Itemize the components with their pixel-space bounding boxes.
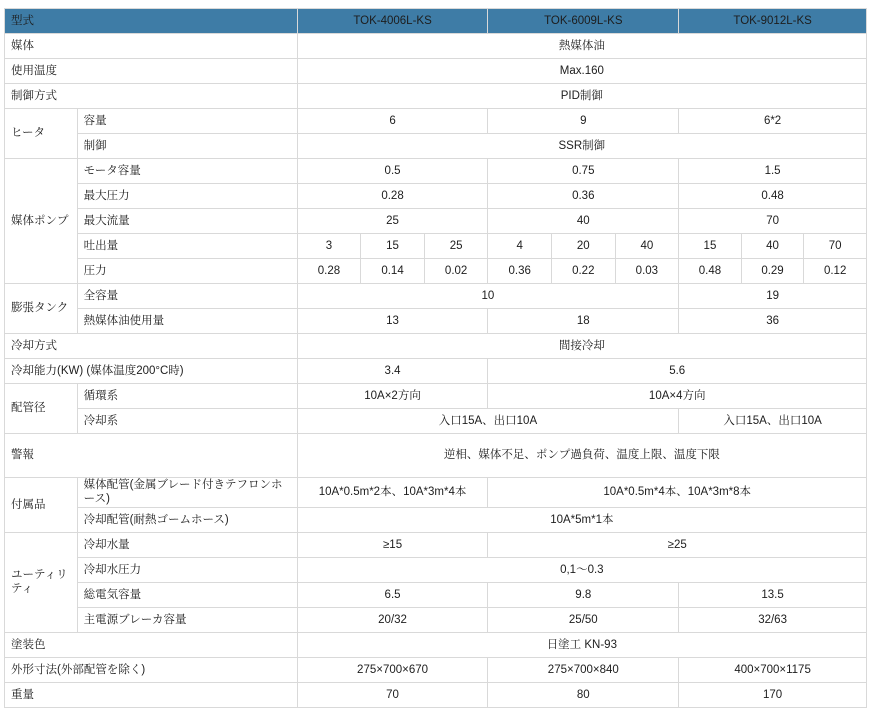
row-value: 熱媒体油 bbox=[297, 34, 866, 59]
row-value: 0.5 bbox=[297, 159, 488, 184]
row-value: 0.48 bbox=[679, 259, 742, 284]
row-value: 40 bbox=[615, 234, 679, 259]
row-label-piping: 配管径 bbox=[5, 384, 78, 434]
header-model-2: TOK-6009L-KS bbox=[488, 9, 679, 34]
row-value: 70 bbox=[679, 209, 867, 234]
row-value: 80 bbox=[488, 682, 679, 707]
table-row bbox=[5, 507, 867, 532]
row-sublabel: 媒体配管(金属ブレード付きテフロンホース) bbox=[77, 478, 297, 508]
row-label-utility: ユーティリティ bbox=[5, 532, 78, 632]
row-sublabel: 総電気容量 bbox=[77, 582, 297, 607]
row-value: 0,1～0.3 bbox=[297, 557, 866, 582]
row-value: 70 bbox=[804, 234, 867, 259]
row-label: 冷却能力(KW) (媒体温度200°C時) bbox=[5, 359, 298, 384]
row-label-tank: 膨張タンク bbox=[5, 284, 78, 334]
row-label: 外形寸法(外部配管を除く) bbox=[5, 657, 298, 682]
row-value: 25 bbox=[297, 209, 488, 234]
row-value: SSR制御 bbox=[297, 134, 866, 159]
table-row bbox=[5, 284, 867, 309]
top-spacer bbox=[4, 0, 867, 6]
table-row bbox=[5, 532, 867, 557]
row-value: 3 bbox=[297, 234, 361, 259]
row-sublabel: 冷却配管(耐熱ゴームホース) bbox=[77, 507, 297, 532]
row-value: 10 bbox=[297, 284, 679, 309]
row-value: 9 bbox=[488, 109, 679, 134]
row-value: 19 bbox=[679, 284, 867, 309]
row-value: 0.14 bbox=[361, 259, 425, 284]
table-row bbox=[5, 682, 867, 707]
table-row bbox=[5, 34, 867, 59]
table-row bbox=[5, 259, 867, 284]
table-row bbox=[5, 632, 867, 657]
row-value: 入口15A、出口10A bbox=[297, 409, 679, 434]
row-label: 使用温度 bbox=[5, 59, 298, 84]
row-value: 10A×4方向 bbox=[488, 384, 867, 409]
row-value: 20 bbox=[552, 234, 616, 259]
row-label-heater: ヒータ bbox=[5, 109, 78, 159]
row-value: 0.28 bbox=[297, 259, 361, 284]
row-value: 0.36 bbox=[488, 259, 552, 284]
row-value: 0.36 bbox=[488, 184, 679, 209]
row-value: 6 bbox=[297, 109, 488, 134]
table-row bbox=[5, 434, 867, 478]
row-value: 36 bbox=[679, 309, 867, 334]
row-value: 10A×2方向 bbox=[297, 384, 488, 409]
row-value: 275×700×670 bbox=[297, 657, 488, 682]
row-value: 9.8 bbox=[488, 582, 679, 607]
row-sublabel: 冷却系 bbox=[77, 409, 297, 434]
table-row bbox=[5, 309, 867, 334]
row-sublabel: 循環系 bbox=[77, 384, 297, 409]
row-value: 32/63 bbox=[679, 607, 867, 632]
header-model-1: TOK-4006L-KS bbox=[297, 9, 488, 34]
table-row bbox=[5, 478, 867, 508]
row-value: 20/32 bbox=[297, 607, 488, 632]
row-sublabel: 最大流量 bbox=[77, 209, 297, 234]
table-row bbox=[5, 657, 867, 682]
table-row bbox=[5, 209, 867, 234]
row-value: Max.160 bbox=[297, 59, 866, 84]
table-row bbox=[5, 84, 867, 109]
row-label: 重量 bbox=[5, 682, 298, 707]
row-label: 媒体 bbox=[5, 34, 298, 59]
row-sublabel: 容量 bbox=[77, 109, 297, 134]
row-value: 10A*5m*1本 bbox=[297, 507, 866, 532]
specification-table bbox=[4, 8, 867, 708]
table-row bbox=[5, 234, 867, 259]
row-label: 警報 bbox=[5, 434, 298, 478]
header-model-label: 型式 bbox=[5, 9, 298, 34]
row-value: 70 bbox=[297, 682, 488, 707]
row-label: 塗装色 bbox=[5, 632, 298, 657]
row-value: 0.02 bbox=[424, 259, 488, 284]
row-sublabel: 全容量 bbox=[77, 284, 297, 309]
table-row bbox=[5, 334, 867, 359]
row-sublabel: 吐出量 bbox=[77, 234, 297, 259]
table-row bbox=[5, 59, 867, 84]
table-row bbox=[5, 384, 867, 409]
row-value: 0.22 bbox=[552, 259, 616, 284]
row-sublabel: 冷却水量 bbox=[77, 532, 297, 557]
row-value: 日塗工 KN-93 bbox=[297, 632, 866, 657]
row-value: 40 bbox=[488, 209, 679, 234]
row-label: 制御方式 bbox=[5, 84, 298, 109]
row-value: 6.5 bbox=[297, 582, 488, 607]
row-value: 4 bbox=[488, 234, 552, 259]
row-value: ≥25 bbox=[488, 532, 867, 557]
row-value: 間接冷却 bbox=[297, 334, 866, 359]
table-row bbox=[5, 359, 867, 384]
row-value: 10A*0.5m*2本、10A*3m*4本 bbox=[297, 478, 488, 508]
row-sublabel: 最大圧力 bbox=[77, 184, 297, 209]
row-value: 275×700×840 bbox=[488, 657, 679, 682]
row-value: 0.29 bbox=[741, 259, 804, 284]
row-value: 10A*0.5m*4本、10A*3m*8本 bbox=[488, 478, 867, 508]
row-value: 13 bbox=[297, 309, 488, 334]
row-value: 40 bbox=[741, 234, 804, 259]
header-model-3: TOK-9012L-KS bbox=[679, 9, 867, 34]
row-value: 25 bbox=[424, 234, 488, 259]
row-value: 18 bbox=[488, 309, 679, 334]
row-sublabel: モータ容量 bbox=[77, 159, 297, 184]
row-value: 400×700×1175 bbox=[679, 657, 867, 682]
table-row bbox=[5, 582, 867, 607]
table-row bbox=[5, 134, 867, 159]
table-header-row bbox=[5, 9, 867, 34]
table-row bbox=[5, 607, 867, 632]
row-value: 逆相、媒体不足、ポンプ過負荷、温度上限、温度下限 bbox=[297, 434, 866, 478]
row-value: 170 bbox=[679, 682, 867, 707]
row-sublabel: 熱媒体油使用量 bbox=[77, 309, 297, 334]
row-value: 6*2 bbox=[679, 109, 867, 134]
table-row bbox=[5, 184, 867, 209]
row-value: 1.5 bbox=[679, 159, 867, 184]
row-value: 0.75 bbox=[488, 159, 679, 184]
row-value: 25/50 bbox=[488, 607, 679, 632]
row-value: 0.03 bbox=[615, 259, 679, 284]
row-value: 0.28 bbox=[297, 184, 488, 209]
table-row bbox=[5, 557, 867, 582]
table-row bbox=[5, 109, 867, 134]
row-value: 15 bbox=[679, 234, 742, 259]
row-value: 3.4 bbox=[297, 359, 488, 384]
row-value: 13.5 bbox=[679, 582, 867, 607]
row-sublabel: 冷却水圧力 bbox=[77, 557, 297, 582]
row-sublabel: 主電源ブレーカ容量 bbox=[77, 607, 297, 632]
row-value: PID制御 bbox=[297, 84, 866, 109]
row-sublabel: 制御 bbox=[77, 134, 297, 159]
row-sublabel: 圧力 bbox=[77, 259, 297, 284]
row-label-pump: 媒体ポンプ bbox=[5, 159, 78, 284]
row-label-accessories: 付属品 bbox=[5, 478, 78, 533]
row-value: 0.48 bbox=[679, 184, 867, 209]
row-value: 入口15A、出口10A bbox=[679, 409, 867, 434]
row-value: 5.6 bbox=[488, 359, 867, 384]
row-value: ≥15 bbox=[297, 532, 488, 557]
row-value: 15 bbox=[361, 234, 425, 259]
row-label: 冷却方式 bbox=[5, 334, 298, 359]
table-row bbox=[5, 159, 867, 184]
table-row bbox=[5, 409, 867, 434]
row-value: 0.12 bbox=[804, 259, 867, 284]
